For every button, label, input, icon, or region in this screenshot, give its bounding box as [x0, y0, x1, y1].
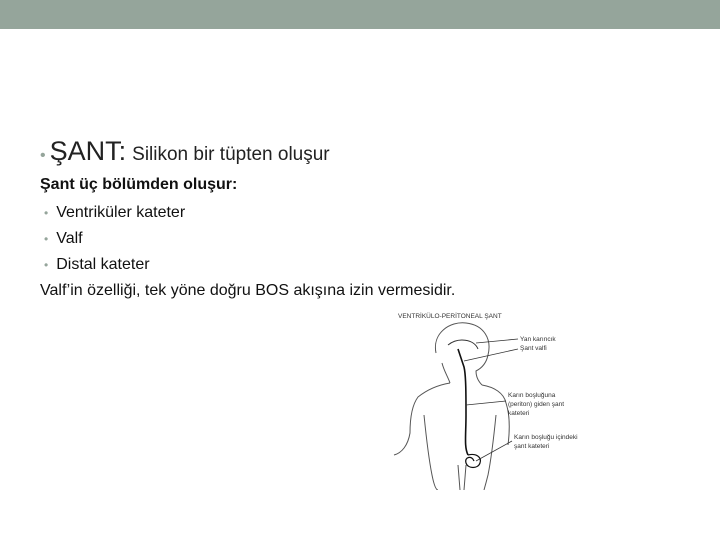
valve-note: Valf’in özelliği, tek yöne doğru BOS akışına izin vermesidir. — [40, 282, 456, 299]
heading-sub: Silikon bir tüpten oluşur — [132, 144, 330, 165]
list-bullet: • — [44, 231, 49, 246]
label-peritoneal-catheter-2: (periton) giden şant — [508, 401, 565, 408]
label-abdominal-catheter-2: şant kateteri — [514, 443, 550, 450]
list-bullet: • — [44, 257, 49, 272]
pointer-lines — [464, 339, 518, 461]
list-item-label: Distal kateter — [56, 256, 150, 273]
list-bullet: • — [44, 205, 49, 220]
list-item — [44, 230, 83, 248]
shunt-diagram — [388, 305, 650, 490]
diagram-title: VENTRİKÜLO-PERİTONEAL ŞANT — [398, 313, 502, 320]
heading-bullet: • — [40, 146, 46, 164]
label-shunt-valve: Şant valfi — [520, 345, 547, 352]
list-item-label: Valf — [56, 230, 83, 247]
heading-main: ŞANT: — [49, 136, 127, 166]
body-outline — [394, 323, 509, 490]
list-item — [44, 256, 150, 274]
label-peritoneal-catheter-1: Karın boşluğuna — [508, 392, 556, 399]
label-lateral-ventricle: Yan karıncık — [520, 336, 556, 343]
shunt-catheter — [458, 349, 480, 468]
slide-heading — [40, 136, 330, 167]
list-item — [44, 204, 185, 222]
label-peritoneal-catheter-3: kateteri — [508, 410, 530, 417]
subtitle: Şant üç bölümden oluşur: — [40, 176, 238, 193]
list-item-label: Ventriküler kateter — [56, 204, 186, 221]
label-abdominal-catheter-1: Karın boşluğu içindeki — [514, 434, 578, 441]
